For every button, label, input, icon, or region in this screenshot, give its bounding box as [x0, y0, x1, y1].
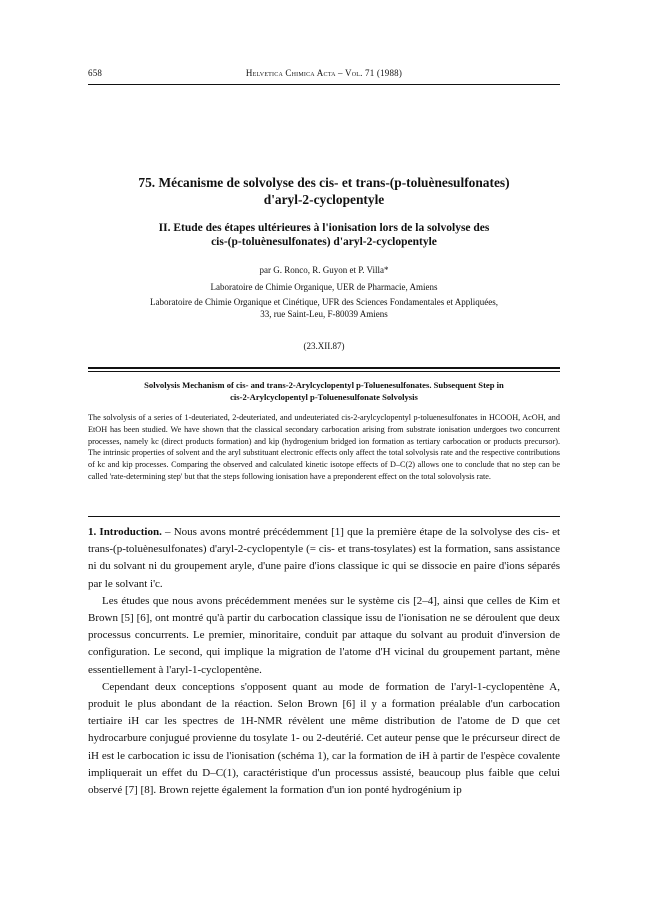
abstract-title [96, 379, 552, 403]
abstract-rule-top-thin [88, 371, 560, 372]
affiliation-3: 33, rue Saint-Leu, F-80039 Amiens [260, 309, 388, 319]
article-subtitle-line1: II. Etude des étapes ultérieures à l'ionisation lors de la solvolyse des [158, 222, 490, 234]
paragraph-3: Cependant deux conceptions s'opposent quant au mode de formation de l'aryl-1-cyclopentène A, produit le plus abondant de la réaction. Selon Brown [6] il y a formation préalable d'un carbocation tertiaire iH car les spectres de 1H-NMR révèlent une même distribution de l'atome de D que cet hydrocarbure conjugué provienne du tosylate 1- ou 2-deutérié. Cet auteur pense que le précurseur direct de iH est le carbocation ic issu de l'ionisation (schéma 1), car la formation de iH à partir de l'espèce covalente impliquerait un effet du D–C(1), caractéristique d'un processus assisté, beaucoup plus faible que celui observé [7] [8]. Brown rejette également la formation d'un ion ponté hydrogénium ip [88, 680, 560, 797]
affiliation-2: Laboratoire de Chimie Organique et Cinétique, UFR des Sciences Fondamentales et Appliquées, [149, 297, 498, 307]
journal-title: Helvetica Chimica Acta – Vol. 71 (1988) [245, 68, 403, 78]
article-subtitle [88, 221, 560, 249]
paragraph-2: Les études que nous avons précédemment menées sur le système cis [2–4], ainsi que celles de Kim et Brown [5] [6], ont montré qu'à partir du carbocation classique issu de l'ionisation ne se déroulent que deux processus concurrents. Le premier, minoritaire, conduit par attaque du solvant au produit d'inversion de configuration. Le second, qui implique la migration de l'atome d'H vicinal du groupement partant, mène essentiellement à l'aryl-1-cyclopentène. [88, 594, 560, 676]
header-rule [88, 84, 560, 85]
paragraph-1 [88, 524, 560, 593]
section-heading: 1. Introduction. [88, 526, 162, 538]
article-title [88, 174, 560, 208]
received-date: (23.XII.87) [303, 341, 345, 351]
abstract-title-line1: Solvolysis Mechanism of cis- and trans-2-Arylcyclopentyl p-Toluenesulfonates. Subsequent Step in [144, 380, 504, 390]
affiliation-1: Laboratoire de Chimie Organique, UER de Pharmacie, Amiens [210, 282, 438, 292]
abstract-title-line2: cis-2-Arylcyclopentyl p-Toluenesulfonate Solvolysis [230, 392, 418, 402]
page-number: 658 [88, 68, 103, 78]
paragraph-1-text: – Nous avons montré précédemment [1] que la première étape de la solvolyse des cis- et trans-(p-toluènesulfonates) d'aryl-2-cyclopentyle (= cis- et trans-tosylates) est la formation, sans assistance ni du solvant ni du groupement aryle, d'une paire d'ions classique ic qui se dissocie en paire d'ions séparés par le solvant i'c. [88, 526, 561, 590]
abstract-text: The solvolysis of a series of 1-deuteriated, 2-deuteriated, and undeuteriated cis-2-arylcyclopentyl p-toluenesulfonates in HCOOH, AcOH, and EtOH has been studied. We have shown that the classical secondary carbocation arising from substrate ionisation undergoes two concurrent processes, namely kc (direct products formation) and kip (hydrogenium bridged ion formation as tertiary carbocation or products precursor). The intrinsic properties of solvent and the aryl substituant electronic effects only affect the total solvolysis rate and the respective contributions of kc and kip processes. Comparing the observed and calculated kinetic isotope effects of D–C(2) allows one to conclude that no step can be called 'rate-determining step' but that the steps following ionisation have a preponderent effect on the total solovolysis rate. [88, 413, 560, 481]
article-subtitle-line2: cis-(p-toluènesulfonates) d'aryl-2-cyclopentyle [211, 236, 437, 248]
article-title-line2: d'aryl-2-cyclopentyle [263, 192, 385, 207]
article-body [88, 524, 560, 799]
abstract-rule-top-thick [88, 367, 560, 369]
abstract-rule-bottom [88, 516, 560, 517]
running-header [88, 68, 560, 80]
author-list: par G. Ronco, R. Guyon et P. Villa* [259, 265, 389, 275]
article-title-line1: 75. Mécanisme de solvolyse des cis- et trans-(p-toluènesulfonates) [138, 175, 510, 190]
